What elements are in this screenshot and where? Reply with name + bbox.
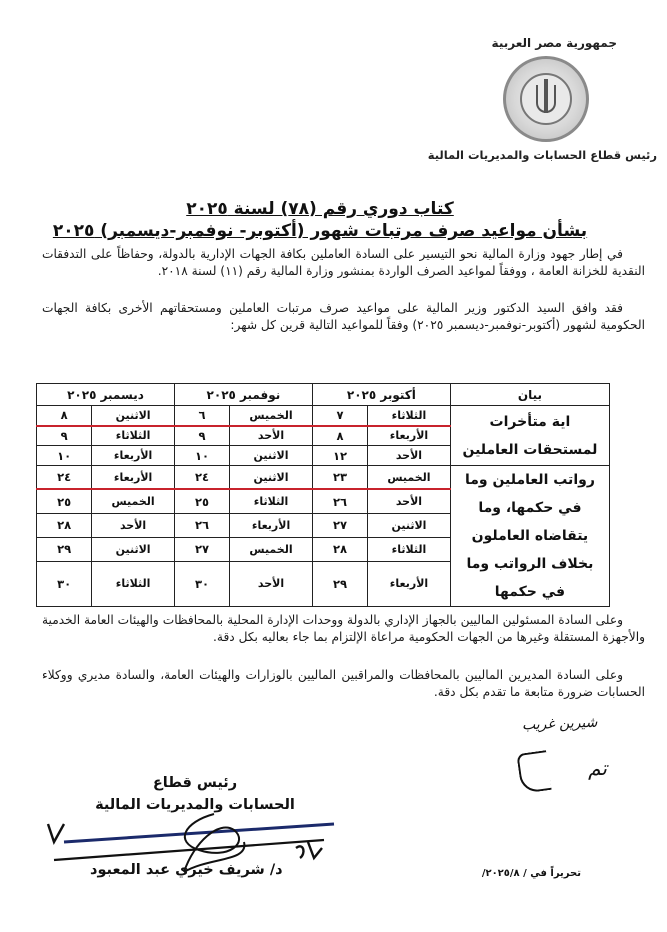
document-title xyxy=(40,198,600,242)
nov-date: ٣٠ xyxy=(174,561,229,606)
oct-day: الأحد xyxy=(368,446,451,466)
oct-day: الاثنين xyxy=(368,513,451,537)
oct-day: الأحد xyxy=(368,489,451,513)
nov-date: ١٠ xyxy=(174,446,229,466)
salary-schedule-table xyxy=(36,383,610,607)
signatory-title-line1: رئيس قطاع xyxy=(152,775,238,791)
nov-day: الخميس xyxy=(230,537,313,561)
paragraph-text: فقد وافق السيد الدكتور وزير المالية على مواعيد صرف مرتبات العاملين ومستحقاتهم الأخرى بكافة الجهات الحكومية لشهور (أكتوبر-نوفمبر-ديسمبر ٢٠٢٥) وفقاً للمواعيد التالية قرين كل شهر: xyxy=(42,301,645,332)
table-row xyxy=(37,406,610,426)
dec-date: ٢٤ xyxy=(37,466,92,490)
oct-day: الثلاثاء xyxy=(368,537,451,561)
nov-day: الأحد xyxy=(230,561,313,606)
dec-date: ٢٨ xyxy=(37,513,92,537)
handwritten-note: شيرين غريب xyxy=(521,714,598,734)
header-december: ديسمبر ٢٠٢٥ xyxy=(37,384,175,406)
dec-date: ٢٥ xyxy=(37,489,92,513)
nov-date: ٢٥ xyxy=(174,489,229,513)
dec-day: الثلاثاء xyxy=(92,426,175,446)
header-october: أكتوبر ٢٠٢٥ xyxy=(312,384,450,406)
dec-day: الثلاثاء xyxy=(92,561,175,606)
nov-date: ٦ xyxy=(174,406,229,426)
circular-number: كتاب دوري رقم (٧٨) لسنة ٢٠٢٥ xyxy=(186,199,454,219)
nov-day: الثلاثاء xyxy=(230,489,313,513)
oct-day: الأربعاء xyxy=(368,561,451,606)
row-description-salaries: رواتب العاملين وما في حكمها، وما يتقاضاه العاملون بخلاف الرواتب وما في حكمها xyxy=(450,466,609,607)
dec-date: ٣٠ xyxy=(37,561,92,606)
oct-date: ٢٧ xyxy=(312,513,367,537)
dec-date: ١٠ xyxy=(37,446,92,466)
nov-date: ٢٤ xyxy=(174,466,229,490)
dec-day: الاثنين xyxy=(92,537,175,561)
paragraph-text: وعلى السادة المسئولين الماليين بالجهاز الإداري بالدولة ووحدات الإدارة المحلية بالمحافظات والهيئات العامة الخدمية والأجهزة المستقلة وغيرها من الجهات الحكومية مراعاة الإلتزام بما جاء بعاليه بكل دقة. xyxy=(42,613,645,644)
nov-day: الاثنين xyxy=(230,466,313,490)
header-description: بيان xyxy=(450,384,609,406)
handwritten-done-note: تم xyxy=(588,756,607,780)
department-name: رئيس قطاع الحسابات والمديريات المالية xyxy=(427,148,657,162)
dec-day: الاثنين xyxy=(92,406,175,426)
oct-date: ٢٣ xyxy=(312,466,367,490)
paragraph-directors-instruction xyxy=(42,667,645,701)
dec-day: الأربعاء xyxy=(92,446,175,466)
oct-day: الخميس xyxy=(368,466,451,490)
oct-date: ٢٨ xyxy=(312,537,367,561)
signatory-title xyxy=(70,772,320,816)
circular-subject: بشأن مواعيد صرف مرتبات شهور (أكتوبر- نوفمبر-ديسمبر) ٢٠٢٥ xyxy=(52,221,588,241)
paragraph-officials-instruction xyxy=(42,612,645,646)
table-header-row xyxy=(37,384,610,406)
oct-date: ٢٦ xyxy=(312,489,367,513)
eagle-shield-icon xyxy=(536,85,556,113)
paragraph-approval xyxy=(42,300,645,334)
table-row xyxy=(37,466,610,490)
dec-day: الأربعاء xyxy=(92,466,175,490)
dec-date: ٨ xyxy=(37,406,92,426)
oct-day: الثلاثاء xyxy=(368,406,451,426)
dec-date: ٢٩ xyxy=(37,537,92,561)
issue-date: تحريراً في / ٢٠٢٥/٨/ xyxy=(481,868,581,879)
oct-date: ٢٩ xyxy=(312,561,367,606)
country-name: جمهورية مصر العربية xyxy=(491,36,617,50)
nov-date: ٢٦ xyxy=(174,513,229,537)
paragraph-intro xyxy=(42,246,645,280)
row-description-arrears: اية متأخرات لمستحقات العاملين xyxy=(450,406,609,466)
oct-day: الأربعاء xyxy=(368,426,451,446)
oct-date: ٧ xyxy=(312,406,367,426)
eagle-emblem-icon xyxy=(503,56,589,142)
nov-day: الاثنين xyxy=(230,446,313,466)
paragraph-text: في إطار جهود وزارة المالية نحو التيسير على السادة العاملين بكافة الجهات الإدارية بالدولة، وحفاظاً على التدفقات النقدية للخزانة العامة ، ووفقاً لمواعيد الصرف الواردة بمنشور وزارة المالية رقم (١١) لسنة ٢٠١٨. xyxy=(42,247,645,278)
oct-date: ١٢ xyxy=(312,446,367,466)
paragraph-text: وعلى السادة المديرين الماليين بالمحافظات والمراقبين الماليين بالوزارات والهيئات العامة، والسادة مديري ووكلاء الحسابات ضرورة متابعة ما تقدم بكل دقة. xyxy=(42,668,645,699)
dec-date: ٩ xyxy=(37,426,92,446)
nov-day: الأحد xyxy=(230,426,313,446)
dec-day: الأحد xyxy=(92,513,175,537)
nov-date: ٢٧ xyxy=(174,537,229,561)
handwritten-bracket-mark xyxy=(516,750,551,794)
nov-day: الأربعاء xyxy=(230,513,313,537)
signatory-title-line2: الحسابات والمديريات المالية xyxy=(95,797,295,813)
header-november: نوفمبر ٢٠٢٥ xyxy=(174,384,312,406)
oct-date: ٨ xyxy=(312,426,367,446)
dec-day: الخميس xyxy=(92,489,175,513)
emblem-inner-ring xyxy=(520,73,572,125)
signatory-name: د/ شريف خيري عبد المعبود xyxy=(90,862,283,878)
nov-day: الخميس xyxy=(230,406,313,426)
nov-date: ٩ xyxy=(174,426,229,446)
